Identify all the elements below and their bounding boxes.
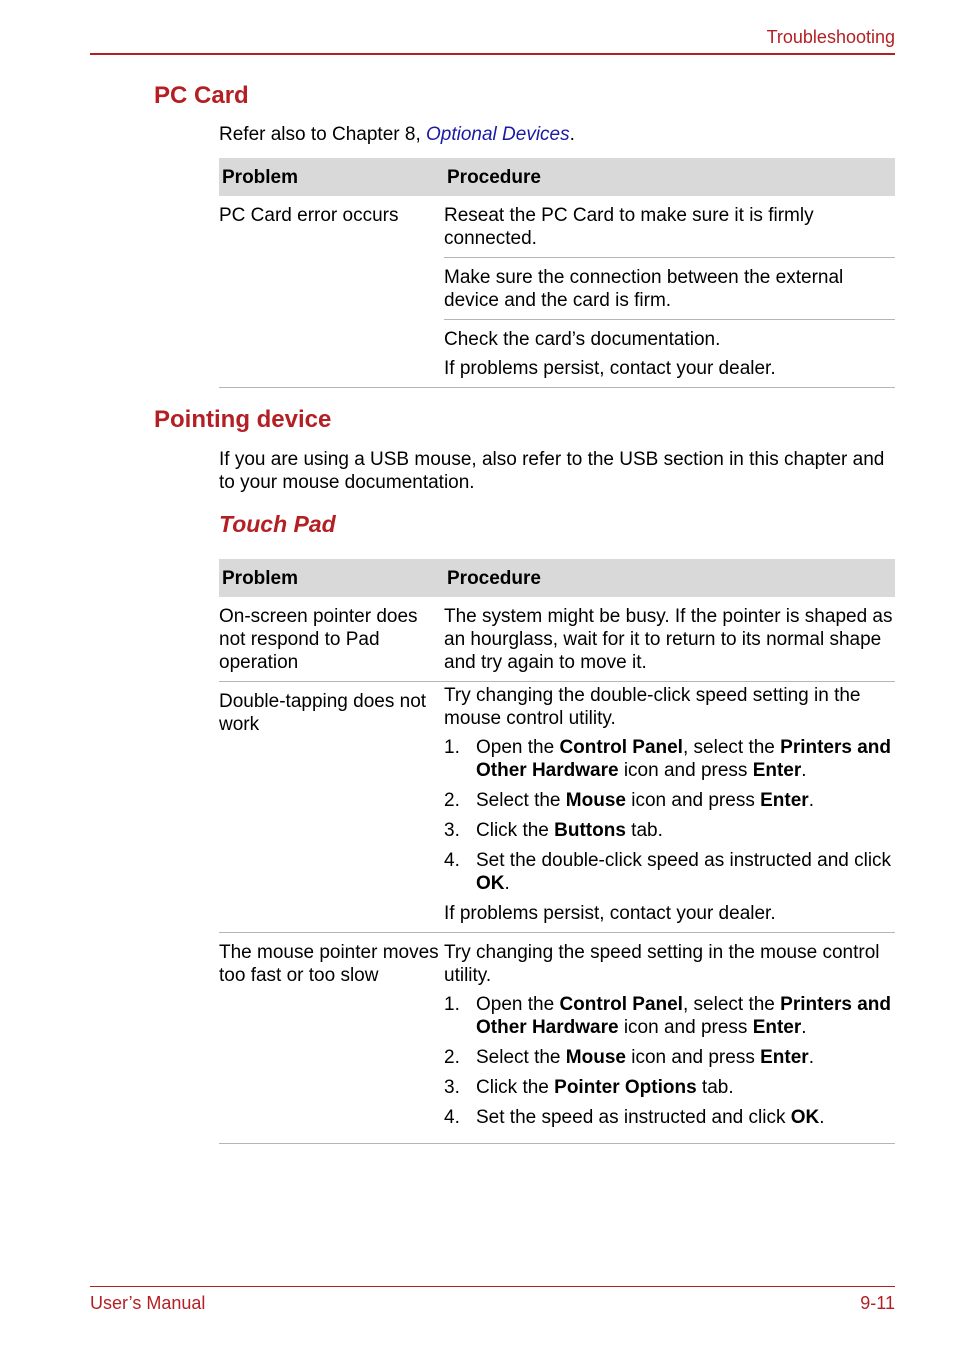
procedure-text: If problems persist, contact your dealer. bbox=[444, 358, 776, 379]
pc-card-heading: PC Card bbox=[154, 82, 249, 109]
list-item: 3. Click the Pointer Options tab. bbox=[444, 1077, 734, 1098]
pc-card-intro-suffix: . bbox=[569, 124, 575, 145]
page-number: 9-11 bbox=[860, 1293, 895, 1313]
pointing-device-heading: Pointing device bbox=[154, 406, 332, 433]
problem-text: PC Card error occurs bbox=[219, 205, 399, 226]
column-header-procedure: Procedure bbox=[444, 158, 895, 196]
procedure-text: The system might be busy. If the pointer is shaped as an hourglass, wait for it to return to its normal shape and try again to move it. bbox=[444, 606, 893, 673]
procedure-cell bbox=[444, 196, 895, 258]
touch-pad-table bbox=[219, 559, 895, 1144]
list-item: 4. Set the double-click speed as instructed and click OK. bbox=[444, 850, 892, 894]
procedure-intro: Try changing the speed setting in the mouse control utility. bbox=[444, 942, 880, 986]
steps-list bbox=[444, 736, 895, 895]
running-header: Troubleshooting bbox=[766, 27, 895, 47]
list-item: 2. Select the Mouse icon and press Enter. bbox=[444, 790, 814, 811]
list-item: 3. Click the Buttons tab. bbox=[444, 820, 663, 841]
table-header-row bbox=[219, 559, 895, 597]
list-item: 1. Open the Control Panel, select the Printers and Other Hardware icon and press Enter. bbox=[444, 994, 892, 1038]
problem-text: Double-tapping does not work bbox=[219, 691, 427, 735]
procedure-cell bbox=[444, 682, 895, 933]
pc-card-table bbox=[219, 158, 895, 388]
pointing-device-intro: If you are using a USB mouse, also refer to the USB section in this chapter and to your mouse documentation. bbox=[219, 449, 885, 493]
list-item: 1. Open the Control Panel, select the Printers and Other Hardware icon and press Enter. bbox=[444, 737, 892, 781]
footer-rule bbox=[90, 1286, 895, 1287]
procedure-cell bbox=[444, 933, 895, 1144]
procedure-text: Reseat the PC Card to make sure it is firmly connected. bbox=[444, 205, 814, 249]
table-row bbox=[219, 682, 895, 933]
problem-cell bbox=[219, 933, 444, 1144]
footer-manual-title: User’s Manual bbox=[90, 1293, 206, 1313]
touch-pad-heading: Touch Pad bbox=[219, 511, 336, 537]
procedure-outro: If problems persist, contact your dealer. bbox=[444, 903, 776, 924]
column-header-problem: Problem bbox=[219, 158, 444, 196]
column-header-procedure: Procedure bbox=[444, 559, 895, 597]
problem-cell bbox=[219, 597, 444, 682]
table-row bbox=[219, 196, 895, 258]
procedure-text: Make sure the connection between the external device and the card is firm. bbox=[444, 267, 844, 311]
table-row bbox=[219, 933, 895, 1144]
procedure-cell bbox=[444, 597, 895, 682]
table-row bbox=[219, 597, 895, 682]
procedure-intro: Try changing the double-click speed setting in the mouse control utility. bbox=[444, 685, 861, 729]
list-item: 4. Set the speed as instructed and click OK. bbox=[444, 1107, 825, 1128]
procedure-cell bbox=[444, 320, 895, 388]
problem-cell bbox=[219, 196, 444, 388]
problem-text: On-screen pointer does not respond to Pad operation bbox=[219, 606, 418, 673]
optional-devices-link[interactable]: Optional Devices bbox=[426, 124, 570, 145]
problem-text: The mouse pointer moves too fast or too slow bbox=[219, 942, 439, 986]
header-rule bbox=[90, 53, 895, 55]
pc-card-intro-text: Refer also to Chapter 8, bbox=[219, 124, 426, 145]
pc-card-intro bbox=[219, 123, 899, 146]
list-item: 2. Select the Mouse icon and press Enter. bbox=[444, 1047, 814, 1068]
procedure-cell bbox=[444, 258, 895, 320]
procedure-text: Check the card’s documentation. bbox=[444, 329, 721, 350]
problem-cell bbox=[219, 682, 444, 933]
table-header-row bbox=[219, 158, 895, 196]
column-header-problem: Problem bbox=[219, 559, 444, 597]
steps-list bbox=[444, 993, 895, 1129]
